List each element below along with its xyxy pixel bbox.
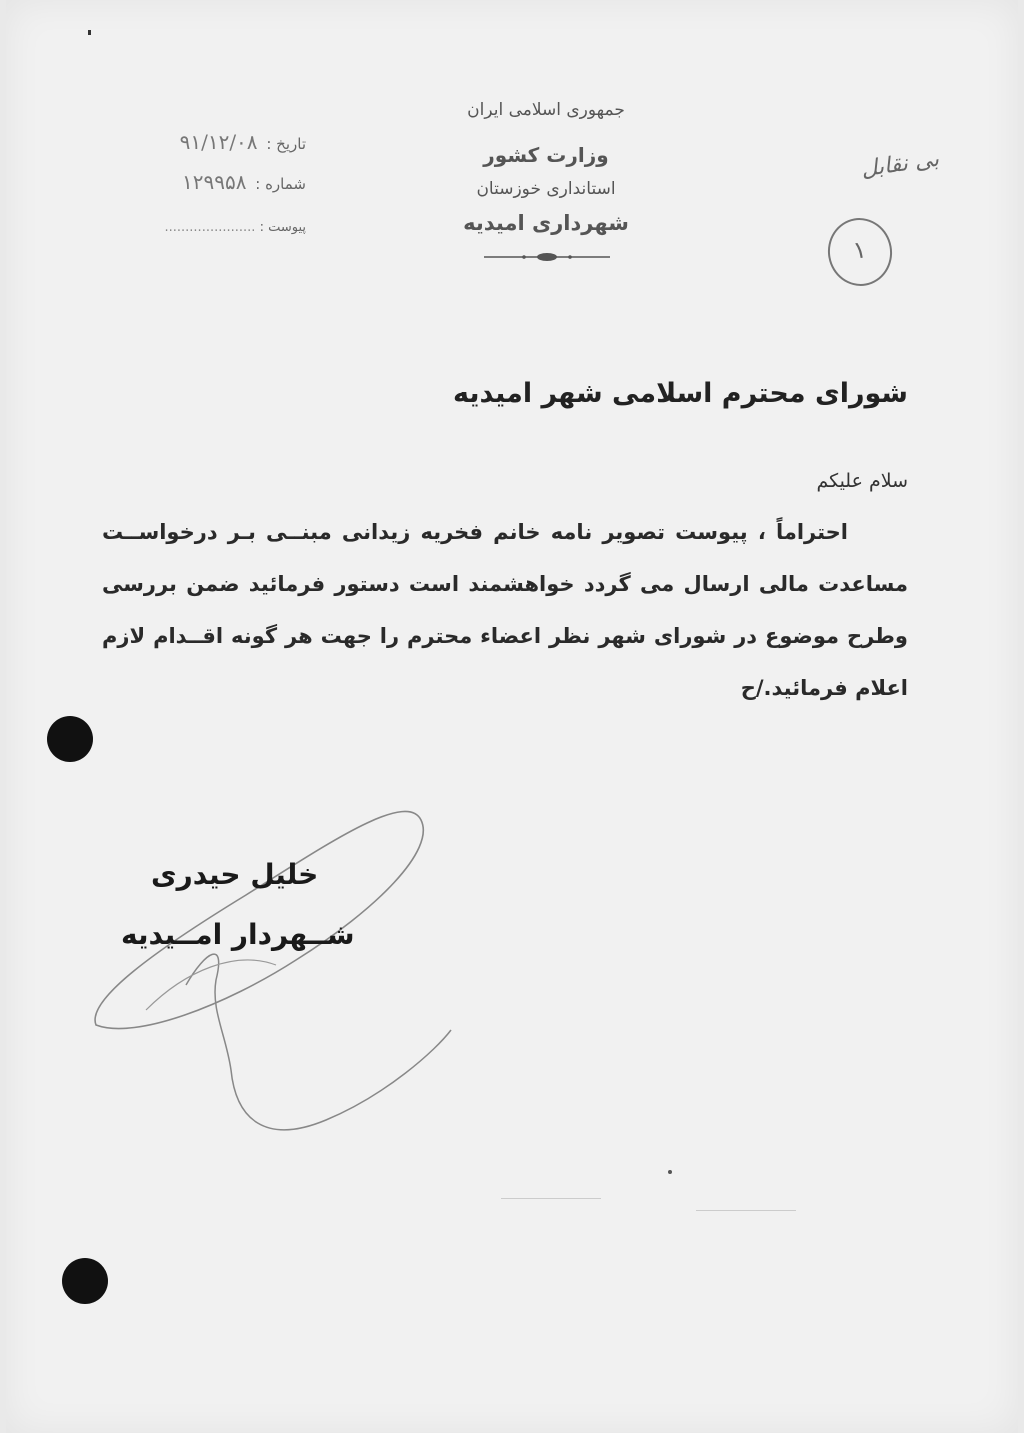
date-row (106, 130, 306, 154)
number-row (106, 170, 306, 194)
date-label: تاریخ : (266, 135, 306, 153)
letter-page (6, 0, 1018, 1433)
punch-hole-top (47, 716, 93, 762)
faint-line (501, 1198, 601, 1199)
signatory-title: شــهردار امــیدیه (121, 918, 355, 951)
letterhead-province: استانداری خوزستان (476, 179, 616, 199)
greeting: سلام علیکم (816, 470, 908, 492)
signature-scribble (76, 800, 456, 1150)
attachment-value: ...................... (164, 220, 256, 235)
attachment-label: پیوست : (259, 220, 306, 235)
letter-body-text: احتراماً ، پیوست تصویر نامه خانم فخریه زیدانی مبنــی بـر درخواســت مساعدت مالی ارسال می گردد خواهشمند است دستور فرمائید ضمن بررسی وطرح موضوع در شورای شهر نظر اعضاء محترم را جهت هر گونه اقــدام لازم اعلام فرمائید./ح (102, 520, 908, 700)
letter-body (102, 506, 908, 714)
letterhead-ornament (482, 250, 612, 264)
punch-hole-bottom (62, 1258, 108, 1304)
circled-number-value: ۱ (850, 235, 869, 265)
signatory-name: خلیل حیدری (151, 858, 319, 891)
faint-line-2 (696, 1210, 796, 1211)
stray-mark (668, 1170, 672, 1174)
number-label: شماره : (255, 175, 306, 193)
circled-page-number (823, 213, 898, 291)
number-value: ۱۲۹۹۵۸ (182, 170, 247, 194)
letterhead-country: جمهوری اسلامی ایران (467, 100, 625, 120)
handwritten-note: بی نقابل (859, 146, 941, 183)
attachment-row (106, 220, 306, 235)
letterhead-ministry: وزارت کشور (483, 143, 609, 167)
corner-dot (88, 30, 91, 35)
date-value: ۹۱/۱۲/۰۸ (179, 130, 258, 154)
recipient-heading: شورای محترم اسلامی شهر امیدیه (452, 378, 908, 409)
letterhead-municipality: شهرداری امیدیه (463, 211, 629, 235)
